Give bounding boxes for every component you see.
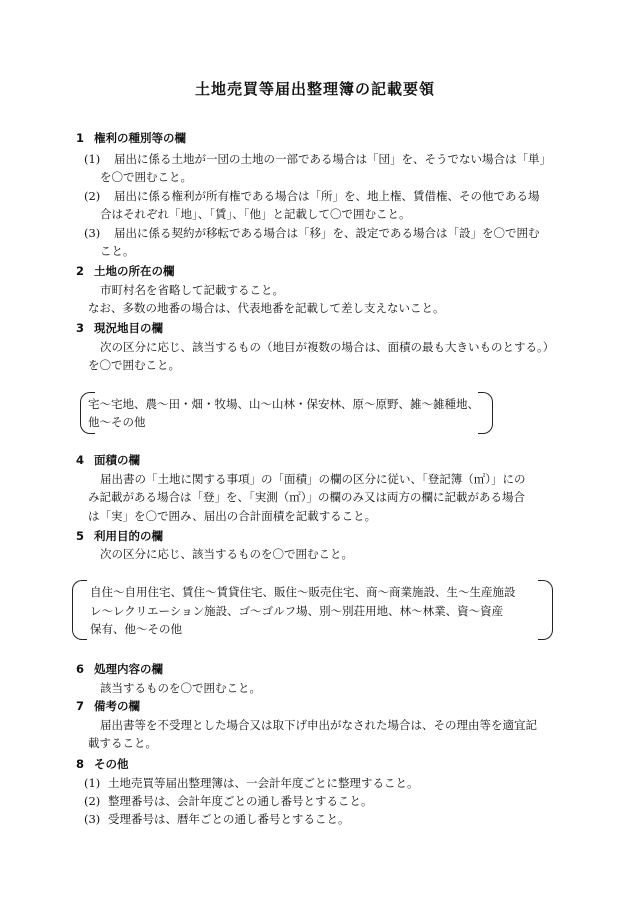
section-1-title: 権利の種別等の欄 — [94, 131, 186, 145]
section-1-item-2-line-2: 合はそれぞれ「地」、「賃」、「他」と記載して〇で囲むこと。 — [100, 207, 411, 221]
item-text: 整理番号は、会計年度ごとの通し番号とすること。 — [108, 794, 373, 808]
section-6-line-1: 該当するものを〇で囲むこと。 — [100, 681, 261, 695]
section-8-number: 8 — [76, 757, 85, 771]
section-4-line-2: み記載がある場合は「登」を、「実測（㎡）」の欄のみ又は両方の欄に記載がある場合 — [88, 490, 525, 504]
section-4-number: 4 — [76, 453, 85, 467]
section-8-title: その他 — [94, 757, 129, 771]
section-7-title: 備考の欄 — [94, 699, 140, 713]
purpose-list-line-1: 自住～自用住宅、賃住～賃貸住宅、販住～販売住宅、商～商業施設、生～生産施設 — [90, 585, 516, 599]
section-3-number: 3 — [76, 321, 85, 335]
section-5-title: 利用目的の欄 — [94, 529, 163, 543]
section-7-heading — [76, 699, 140, 713]
item-text: 届出に係る権利が所有権である場合は「所」を、地上権、賃借権、その他である場 — [114, 189, 540, 203]
land-category-list-line-1: 宅～宅地、農～田・畑・牧場、山～山林・保安林、原～原野、雑～雑種地、 — [88, 397, 479, 411]
section-2-line-2: なお、多数の地番の場合は、代表地番を記載して差し支えないこと。 — [88, 301, 445, 315]
section-2-heading — [76, 264, 175, 278]
section-2-title: 土地の所在の欄 — [94, 264, 175, 278]
right-bracket — [478, 392, 493, 434]
section-8-heading — [76, 757, 129, 771]
item-text: 届出に係る契約が移転である場合は「移」を、設定である場合は「設」を〇で囲む — [114, 226, 540, 240]
section-1-heading — [76, 131, 186, 145]
purpose-list-line-3: 保有、他～その他 — [90, 622, 182, 636]
item-number: (1) — [84, 776, 101, 790]
section-3-line-1: 次の区分に応じ、該当するもの（地目が複数の場合は、面積の最も大きいものとする。） — [100, 340, 555, 354]
item-number: (3) — [84, 226, 101, 240]
section-5-number: 5 — [76, 529, 85, 543]
left-bracket — [72, 580, 87, 640]
section-2-line-1: 市町村名を省略して記載すること。 — [100, 283, 284, 297]
page-title: 土地売買等届出整理簿の記載要領 — [194, 80, 435, 98]
section-8-item-3 — [84, 812, 350, 826]
section-3-line-2: を〇で囲むこと。 — [88, 358, 180, 372]
section-6-heading — [76, 662, 163, 676]
section-8-item-2 — [84, 794, 373, 808]
section-7-line-1: 届出書等を不受理とした場合又は取下げ申出がなされた場合は、その理由等を適宜記 — [100, 718, 537, 732]
section-3-title: 現況地目の欄 — [94, 321, 163, 335]
right-bracket — [538, 580, 553, 640]
section-4-heading — [76, 453, 140, 467]
section-1-number: 1 — [76, 131, 85, 145]
section-2-number: 2 — [76, 264, 85, 278]
section-6-title: 処理内容の欄 — [94, 662, 163, 676]
section-1-item-1-line-2: を〇で囲むこと。 — [100, 170, 192, 184]
section-5-heading — [76, 529, 163, 543]
section-1-item-3-line-1 — [84, 226, 540, 240]
section-1-item-3-line-2: こと。 — [100, 244, 135, 258]
item-text: 受理番号は、暦年ごとの通し番号とすること。 — [108, 812, 350, 826]
section-7-number: 7 — [76, 699, 85, 713]
item-text: 土地売買等届出整理簿は、一会計年度ごとに整理すること。 — [108, 776, 419, 790]
section-6-number: 6 — [76, 662, 85, 676]
land-category-list-line-2: 他～その他 — [88, 415, 146, 429]
section-3-heading — [76, 321, 163, 335]
section-5-line-1: 次の区分に応じ、該当するものを〇で囲むこと。 — [100, 547, 353, 561]
section-4-title: 面積の欄 — [94, 453, 140, 467]
section-7-line-2: 載すること。 — [88, 736, 157, 750]
section-8-item-1 — [84, 776, 419, 790]
item-number: (2) — [84, 189, 101, 203]
section-4-line-1: 届出書の「土地に関する事項」の「面積」の欄の区分に従い、「登記簿（㎡）」にの — [100, 472, 526, 486]
item-text: 届出に係る土地が一団の土地の一部である場合は「団」を、そうでない場合は「単」 — [114, 152, 551, 166]
item-number: (2) — [84, 794, 101, 808]
section-1-item-2-line-1 — [84, 189, 540, 203]
section-1-item-1-line-1 — [84, 152, 551, 166]
item-number: (1) — [84, 152, 101, 166]
section-4-line-3: は「実」を〇で囲み、届出の合計面積を記載すること。 — [88, 509, 377, 523]
item-number: (3) — [84, 812, 101, 826]
purpose-list-line-2: レ～レクリエーション施設、ゴ～ゴルフ場、別～別荘用地、林～林業、資～資産 — [90, 604, 504, 618]
